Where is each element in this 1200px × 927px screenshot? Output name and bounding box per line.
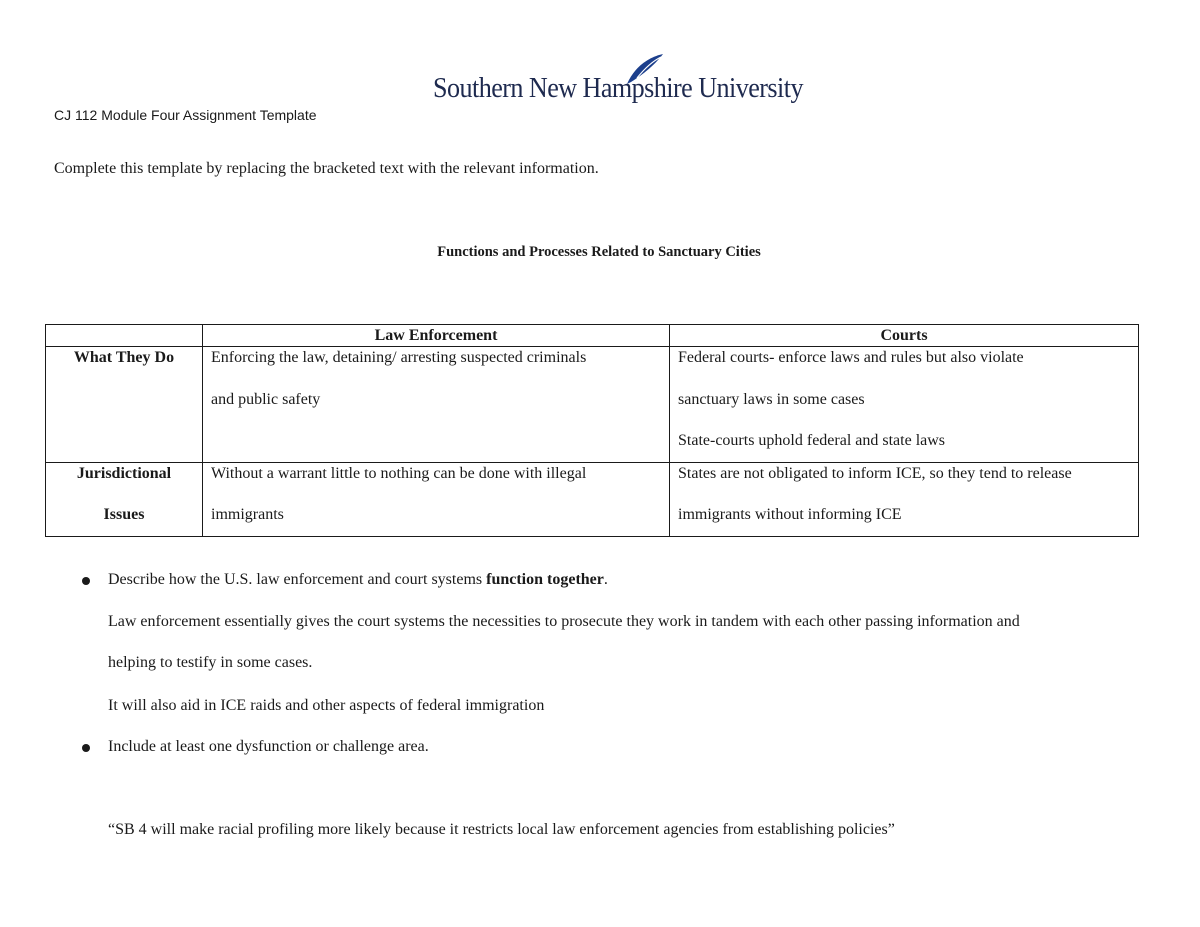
- functions-table: [45, 324, 1139, 537]
- bullet-icon: [82, 577, 90, 585]
- cell-law-enforcement: Without a warrant little to nothing can be done with illegal immigrants: [203, 462, 670, 536]
- document-title: Functions and Processes Related to Sanctuary Cities: [437, 244, 761, 260]
- instructions-text: Complete this template by replacing the bracketed text with the relevant information.: [54, 160, 599, 177]
- cell-law-enforcement: Enforcing the law, detaining/ arresting suspected criminals and public safety: [203, 347, 670, 463]
- answer-line: helping to testify in some cases.: [108, 654, 313, 671]
- bullet-icon: [82, 744, 90, 752]
- cell-courts: States are not obligated to inform ICE, so they tend to release immigrants without informing ICE: [670, 462, 1139, 536]
- table-row: [46, 347, 1139, 463]
- answer-line: Law enforcement essentially gives the court systems the necessities to prosecute they work in tandem with each other passing information and: [108, 613, 1020, 630]
- table-row: [46, 462, 1139, 536]
- quote-answer: “SB 4 will make racial profiling more likely because it restricts local law enforcement agencies from establishing policies”: [108, 821, 895, 838]
- table-header-law-enforcement: Law Enforcement: [203, 325, 670, 347]
- row-label-what-they-do: What They Do: [46, 347, 203, 463]
- table-header-courts: Courts: [670, 325, 1139, 347]
- row-label-jurisdictional-issues: Jurisdictional Issues: [46, 462, 203, 536]
- quill-leaf-icon: [623, 52, 667, 86]
- template-label: CJ 112 Module Four Assignment Template: [54, 107, 317, 123]
- bullet-prompt-2: Include at least one dysfunction or challenge area.: [108, 738, 429, 755]
- bullet-prompt-1: Describe how the U.S. law enforcement and court systems function together.: [108, 571, 608, 588]
- logo-text: Southern New Hampshire University: [433, 72, 803, 104]
- answer-line: It will also aid in ICE raids and other aspects of federal immigration: [108, 697, 545, 714]
- cell-courts: Federal courts- enforce laws and rules but also violate sanctuary laws in some cases State-courts uphold federal and state laws: [670, 347, 1139, 463]
